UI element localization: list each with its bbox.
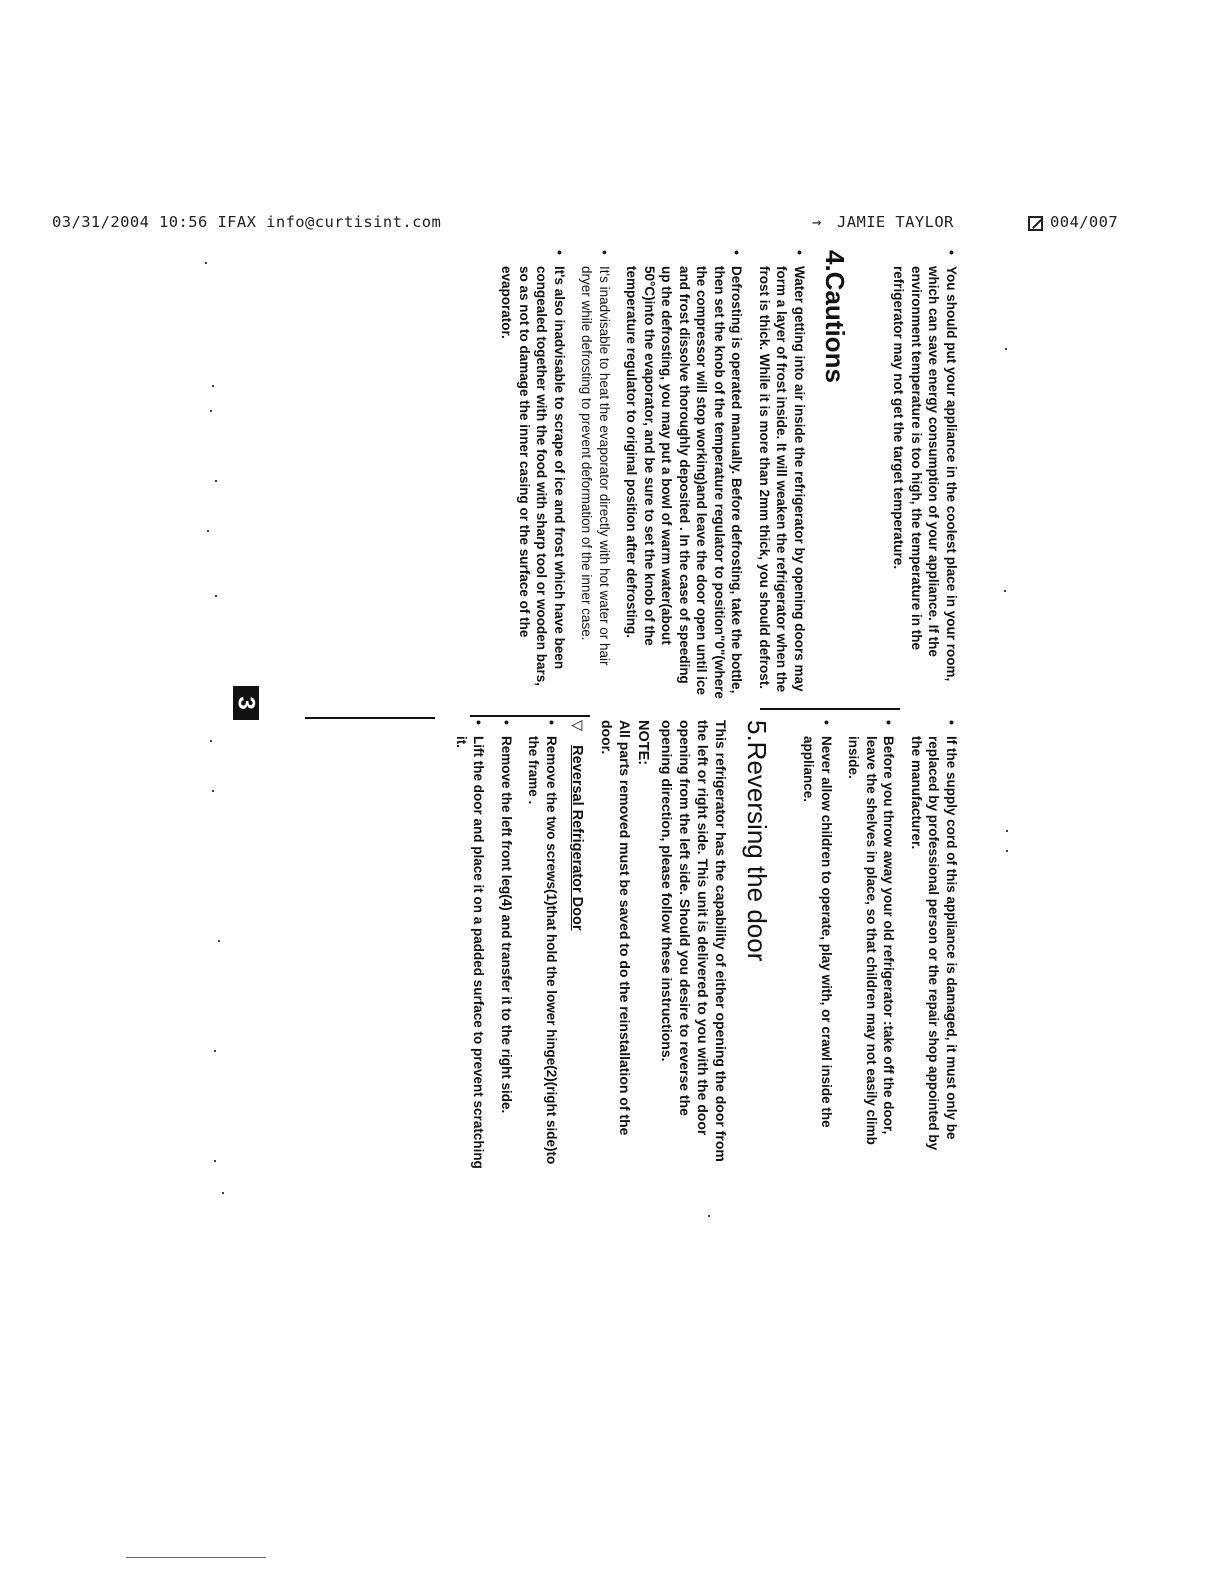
fax-page-count: 004/007 bbox=[1050, 213, 1119, 231]
page-number: 3 bbox=[233, 686, 259, 720]
scan-speck bbox=[207, 530, 209, 532]
triangle-marker: ▽ bbox=[569, 720, 585, 732]
fax-header bbox=[52, 213, 1132, 235]
manual-content bbox=[200, 250, 960, 1170]
scan-speck bbox=[210, 410, 212, 412]
scan-speck bbox=[214, 1160, 216, 1162]
fax-page-icon bbox=[1028, 216, 1043, 231]
scan-speck bbox=[218, 940, 220, 942]
scan-speck bbox=[214, 1050, 216, 1052]
column-divider bbox=[305, 717, 435, 719]
fax-date-time: 03/31/2004 10:56 IFAX info@curtisint.com bbox=[52, 213, 442, 231]
note-text: All parts removed must be saved to do the reinstallation of the door. bbox=[599, 720, 633, 1136]
note-title: NOTE: bbox=[635, 720, 651, 766]
list-item: • Water getting into air inside the refrigerator by opening doors may form a layer of frost inside. It will weaken the refrigerator when the frost is thick. While it is more than 2mm thick, you should defrost. bbox=[756, 250, 809, 700]
list-item: • Lift the door and place it on a padded surface to prevent scratching it. bbox=[453, 720, 488, 1170]
column-divider bbox=[470, 715, 590, 717]
list-item: • It's inadvisable to heat the evaporator directly with hot water or hair dryer while defrosting to prevent deformation of the inner case. bbox=[578, 250, 613, 700]
list-item: • Before you throw away your old refrigerator :take off the door, leave the shelves in place, so that children may not easily climb inside. bbox=[845, 720, 898, 1170]
scan-speck bbox=[210, 740, 212, 742]
scan-speck bbox=[215, 480, 217, 482]
left-column bbox=[488, 250, 960, 700]
list-item: • Never allow children to operate, play with, or crawl inside the appliance. bbox=[800, 720, 835, 1170]
column-divider bbox=[760, 708, 900, 710]
reversal-subhead-text: Reversal Refrigerator Door bbox=[569, 745, 585, 931]
scan-speck bbox=[215, 595, 217, 597]
scan-speck bbox=[212, 790, 214, 792]
list-item: • Remove the two screws(1)that hold the lower hinge(2)(right side)to the frame . bbox=[525, 720, 560, 1170]
list-item: • It's also inadvisable to scrape of ice and frost which have been congealed together with the food with sharp tool or wooden bars, so as not to damage the inner casing or the surface of the evaporator. bbox=[498, 250, 568, 700]
right-column bbox=[443, 720, 961, 1170]
list-item: • You should put your appliance in the coolest place in your room, which can save energy consumption of your appliance. If the environment temperature is too high, the temperature in the refrigerator may not get the target temperature. bbox=[890, 250, 960, 700]
scan-speck bbox=[1005, 348, 1007, 350]
scan-speck bbox=[708, 1215, 710, 1217]
scan-speck bbox=[1004, 590, 1006, 592]
scan-speck bbox=[212, 385, 214, 387]
scan-speck bbox=[1006, 850, 1008, 852]
reversing-intro: This refrigerator has the capability of either opening the door from the left or right side. This unit is delivered to you with the door opening from the left side. Should you desire to reverse the opening direction, please follow these instructions. bbox=[659, 720, 729, 1162]
fax-recipient: JAMIE TAYLOR bbox=[837, 213, 954, 231]
reversing-title: 5.Reversing the door bbox=[742, 720, 772, 962]
scan-speck bbox=[222, 1192, 224, 1194]
list-item: • Remove the left front leg(4) and transfer it to the right side. bbox=[498, 720, 516, 1170]
list-item: • If the supply cord of this appliance is damaged, it must only be replaced by professional person or the repair shop appointed by the manufacturer. bbox=[908, 720, 961, 1170]
reversal-subhead bbox=[568, 720, 586, 1170]
scan-speck bbox=[205, 262, 207, 264]
list-item: • Defrosting is operated manually. Before defrosting, take the bottle, then set the knob of the temperature regulator to position"0"(where the compressor will stop working)and leave the door open until ice and frost dissolve thoroughly deposited . In the case of speeding up the defrosting, you may put a bowl of warm water(about 50°C)into the evaporator, and be sure to set the knob of the temperature regulator to original position after defrosting. bbox=[623, 250, 746, 700]
bottom-underline bbox=[126, 1557, 266, 1558]
fax-arrow: → bbox=[812, 213, 822, 231]
scan-speck bbox=[1006, 830, 1008, 832]
cautions-title: 4.Cautions bbox=[820, 250, 850, 383]
